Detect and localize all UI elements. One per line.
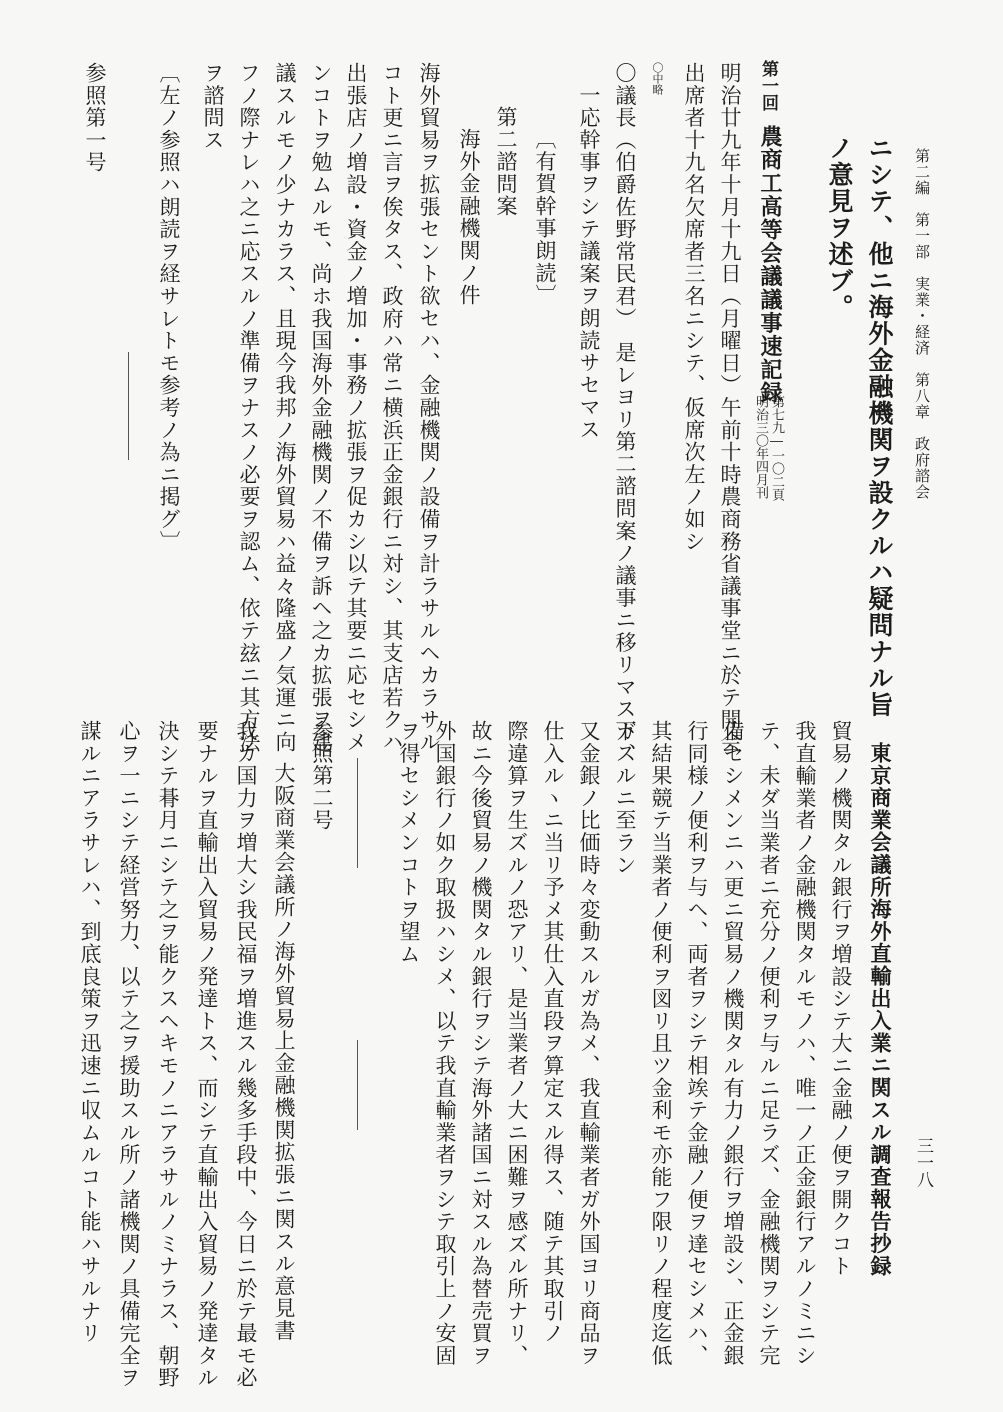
proposal-line-2: コト更ニ言ヲ俟タス、政府ハ常ニ横浜正金銀行ニ対シ、其支店若クハ	[380, 62, 404, 754]
chair-line-2: 一応幹事ヲシテ議案ヲ朗読サセマス	[577, 84, 601, 441]
running-header: 第二編 第一部 実業・経済 第八章 政府諮会	[913, 148, 931, 500]
report-line-13: ヲ得セシメンコトヲ望ム	[397, 720, 421, 966]
ref1-title: 参照第一号	[83, 62, 107, 174]
report-line-8: 又金銀ノ比価時々変動スルガ為メ、我直輸業者ガ外国ヨリ商品ヲ	[577, 720, 601, 1367]
report-line-1: 貿易ノ機関タル銀行ヲ増設シテ大ニ金融ノ便ヲ開クコト	[829, 720, 853, 1278]
opinion-title: 大阪商業会議所ノ海外貿易上金融機関拡張ニ関スル意見書	[272, 762, 296, 1342]
record-source-1: 第七九―一〇二頁	[769, 395, 784, 501]
lower-divider-rule-2	[357, 1040, 358, 1130]
intro-line-2: ノ意見ヲ述ブ。	[825, 135, 854, 321]
report-line-5: 行同様ノ便利ヲ与ヘ、両者ヲシテ相竢テ金融ノ便ヲ達セシメハ、	[685, 720, 709, 1367]
proposal-subject: 海外金融機関ノ件	[457, 128, 481, 307]
bracket-note: 〔左ノ参照ハ朗読ヲ経サレトモ参考ノ為ニ掲グ〕	[157, 62, 181, 553]
proposal-title: 第二諮問案	[494, 106, 518, 218]
proposal-line-6: フノ際ナレハ之ニ応スルノ準備ヲナスノ必要ヲ認ム、依テ玆ニ其方法	[237, 62, 261, 754]
upper-divider-rule	[128, 352, 129, 460]
proposal-line-3: 出張店ノ増設・資金ノ増加・事務ノ拡張ヲ促カシ以テ其要ニ応セシメ	[344, 62, 368, 754]
report-line-10: 際違算ヲ生ズルノ恐アリ、是当業者ノ大ニ困難ヲ感ズル所ナリ、	[505, 720, 529, 1367]
report-line-9: 仕入ルヽニ当リ予メ其仕入直段ヲ算定スル得ス、随テ其取引ノ	[541, 720, 565, 1345]
proposal-line-1: 海外貿易ヲ拡張セント欲セハ、金融機関ノ設備ヲ計ラサルヘカラサル	[417, 62, 441, 754]
meeting-line-2: 出席者十九名欠席者三名ニシテ、仮席次左ノ如シ	[682, 62, 706, 553]
chair-line-1: 〇議長（伯爵佐野常民君） 是レヨリ第二諮問案ノ議事ニ移リマスガ、	[613, 62, 637, 766]
ref2-title: 参照第二号	[310, 720, 334, 832]
opinion-line-1: 我カ国力ヲ増大シ我民福ヲ増進スル幾多手段中、今日ニ於テ最モ必	[234, 720, 258, 1389]
page-number: 三一八	[913, 1137, 933, 1188]
proposal-line-4: ンコトヲ勉ムルモ、尚ホ我国海外金融機関ノ不備ヲ訴ヘ之カ拡張ヲ建	[309, 62, 333, 754]
reading-note: 〔有賀幹事朗読〕	[533, 128, 557, 307]
opinion-line-5: 謀ルニアラサレハ、到底良策ヲ迅速ニ収ムルコト能ハサルナリ	[78, 720, 102, 1345]
proposal-line-7: ヲ諮問ス	[201, 62, 225, 152]
intro-line-1: ニシテ、他ニ海外金融機関ヲ設クルハ疑問ナル旨	[865, 135, 894, 718]
report-line-6: 其結果競テ当業者ノ便利ヲ図リ且ツ金利モ亦能フ限リノ程度迄低	[649, 720, 673, 1367]
opinion-line-4: 心ヲ一ニシテ経営努力、以テ之ヲ援助スル所ノ諸機関ノ具備完全ヲ	[117, 720, 141, 1389]
report-line-4: 備セシメンニハ更ニ貿易ノ機関タル有力ノ銀行ヲ増設シ、正金銀	[721, 720, 745, 1367]
report-line-12: 外国銀行ノ如ク取扱ハシメ、以テ我直輸業者ヲシテ取引上ノ安固	[433, 720, 457, 1367]
record-source-2: 明治三〇年四月刊	[753, 395, 768, 499]
report-title: 東京商業会議所海外直輸出入業ニ関スル調査報告抄録	[868, 742, 893, 1278]
proposal-line-5: 議スルモノ少ナカラス、且現今我邦ノ海外貿易ハ益々隆盛ノ気運ニ向	[273, 62, 297, 754]
opinion-line-3: 決シテ朞月ニシテ之ヲ能クスヘキモノニアラサルノミナラス、朝野	[156, 720, 180, 1389]
opinion-line-2: 要ナルヲ直輸出入貿易ノ発達トス、而シテ直輸出入貿易ノ発達タル	[195, 720, 219, 1389]
record-number-text: 第一回	[758, 60, 778, 111]
meeting-line-1: 明治廿九年十月十九日（月曜日）午前十時農商務省議事堂ニ於テ開会	[718, 62, 742, 754]
report-line-3: テ、未ダ当業者ニ充分ノ便利ヲ与ルニ足ラズ、金融機関ヲシテ完	[757, 720, 781, 1367]
report-line-11: 故ニ今後貿易ノ機関タル銀行ヲシテ海外諸国ニ対スル為替売買ヲ	[469, 720, 493, 1367]
report-line-7: 下スルニ至ラン	[613, 720, 637, 877]
record-number	[759, 60, 776, 111]
omission-mark: 〇中略	[651, 62, 664, 95]
lower-divider-rule	[357, 758, 358, 868]
record-title: 農商工高等会議議事速記録	[757, 125, 783, 405]
report-line-2: 我直輸業者ノ金融機関タルモノハ、唯一ノ正金銀行アルノミニシ	[793, 720, 817, 1367]
